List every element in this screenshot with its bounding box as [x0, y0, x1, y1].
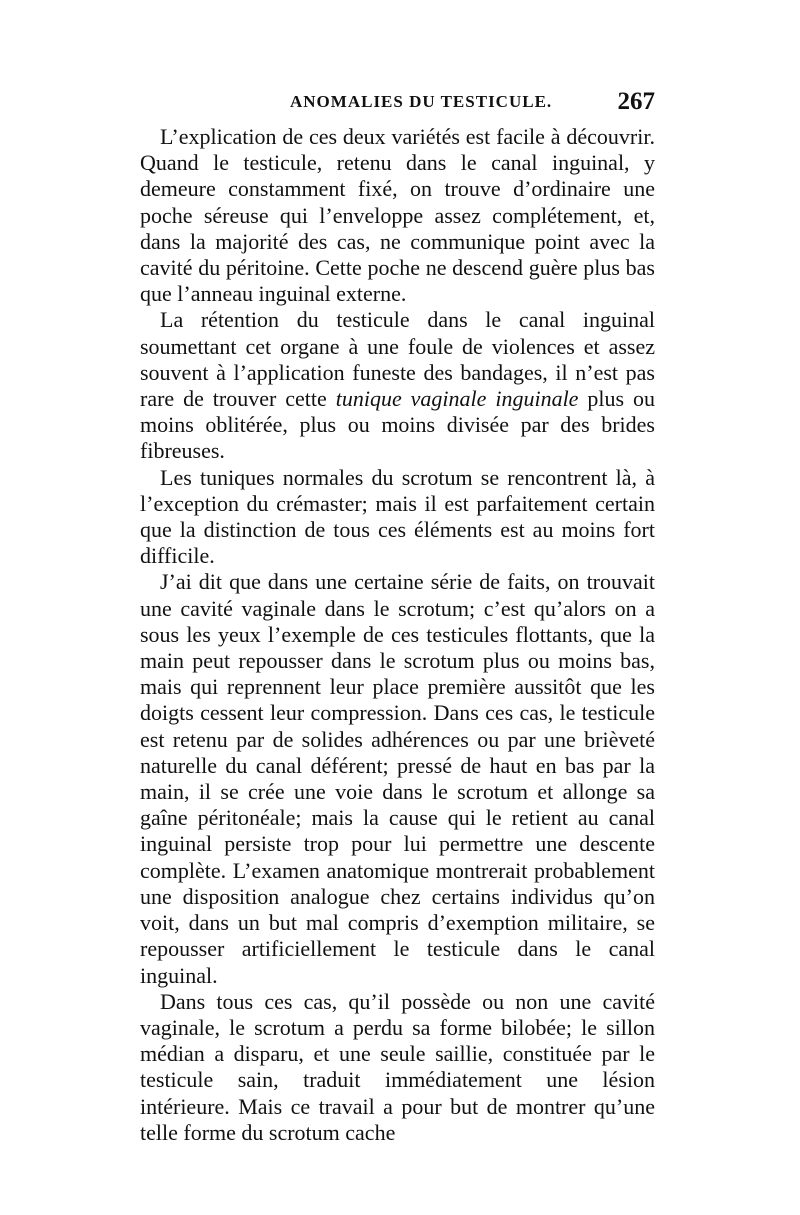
paragraph-3: Les tuniques normales du scrotum se rencontrent là, à l’exception du crémaster; mais il est parfaitement certain que la distinction de tous ces éléments est au moins fort difficile. [140, 464, 655, 569]
paragraph-5: Dans tous ces cas, qu’il possède ou non une cavité vaginale, le scrotum a perdu sa forme bilobée; le sillon médian a disparu, et une seule saillie, constituée par le testicule sain, traduit immédiatement une lésion intérieure. Mais ce travail a pour but de montrer qu’une telle forme du scrotum cache [140, 988, 655, 1145]
running-title: ANOMALIES DU TESTICULE. [290, 92, 553, 111]
page-header [140, 88, 655, 122]
body-text [140, 124, 655, 1146]
italic-term: tunique vaginale inguinale [335, 386, 579, 412]
paragraph-4: J’ai dit que dans une certaine série de faits, on trouvait une cavité vaginale dans le scrotum; c’est qu’alors on a sous les yeux l’exemple de ces testicules flottants, que la main peut repousser dans le scrotum plus ou moins bas, mais qui reprennent leur place première aussitôt que les doigts cessent leur compression. Dans ces cas, le testicule est retenu par de solides adhérences ou par une brièveté naturelle du canal déférent; pressé de haut en bas par la main, il se crée une voie dans le scrotum et allonge sa gaîne péritonéale; mais la cause qui le retient au canal inguinal persiste trop pour lui permettre une descente complète. L’examen anatomique montrerait probablement une disposition analogue chez certains individus qu’on voit, dans un but mal compris d’exemption militaire, se repousser artificiellement le testicule dans le canal inguinal. [140, 569, 655, 988]
page-number: 267 [617, 88, 655, 115]
paragraph-1: L’explication de ces deux variétés est facile à découvrir. Quand le testicule, retenu dans le canal inguinal, y demeure constamment fixé, on trouve d’ordinaire une poche séreuse qui l’enveloppe assez complétement, et, dans la majorité des cas, ne communique point avec la cavité du péritoine. Cette poche ne descend guère plus bas que l’anneau inguinal externe. [140, 124, 655, 307]
paragraph-2: La rétention du testicule dans le canal inguinal soumettant cet organe à une foule de violences et assez souvent à l’application funeste des bandages, il n’est pas rare de trouver cette tunique vaginale inguinale plus ou moins oblitérée, plus ou moins divisée par des brides fibreuses. [140, 307, 655, 464]
